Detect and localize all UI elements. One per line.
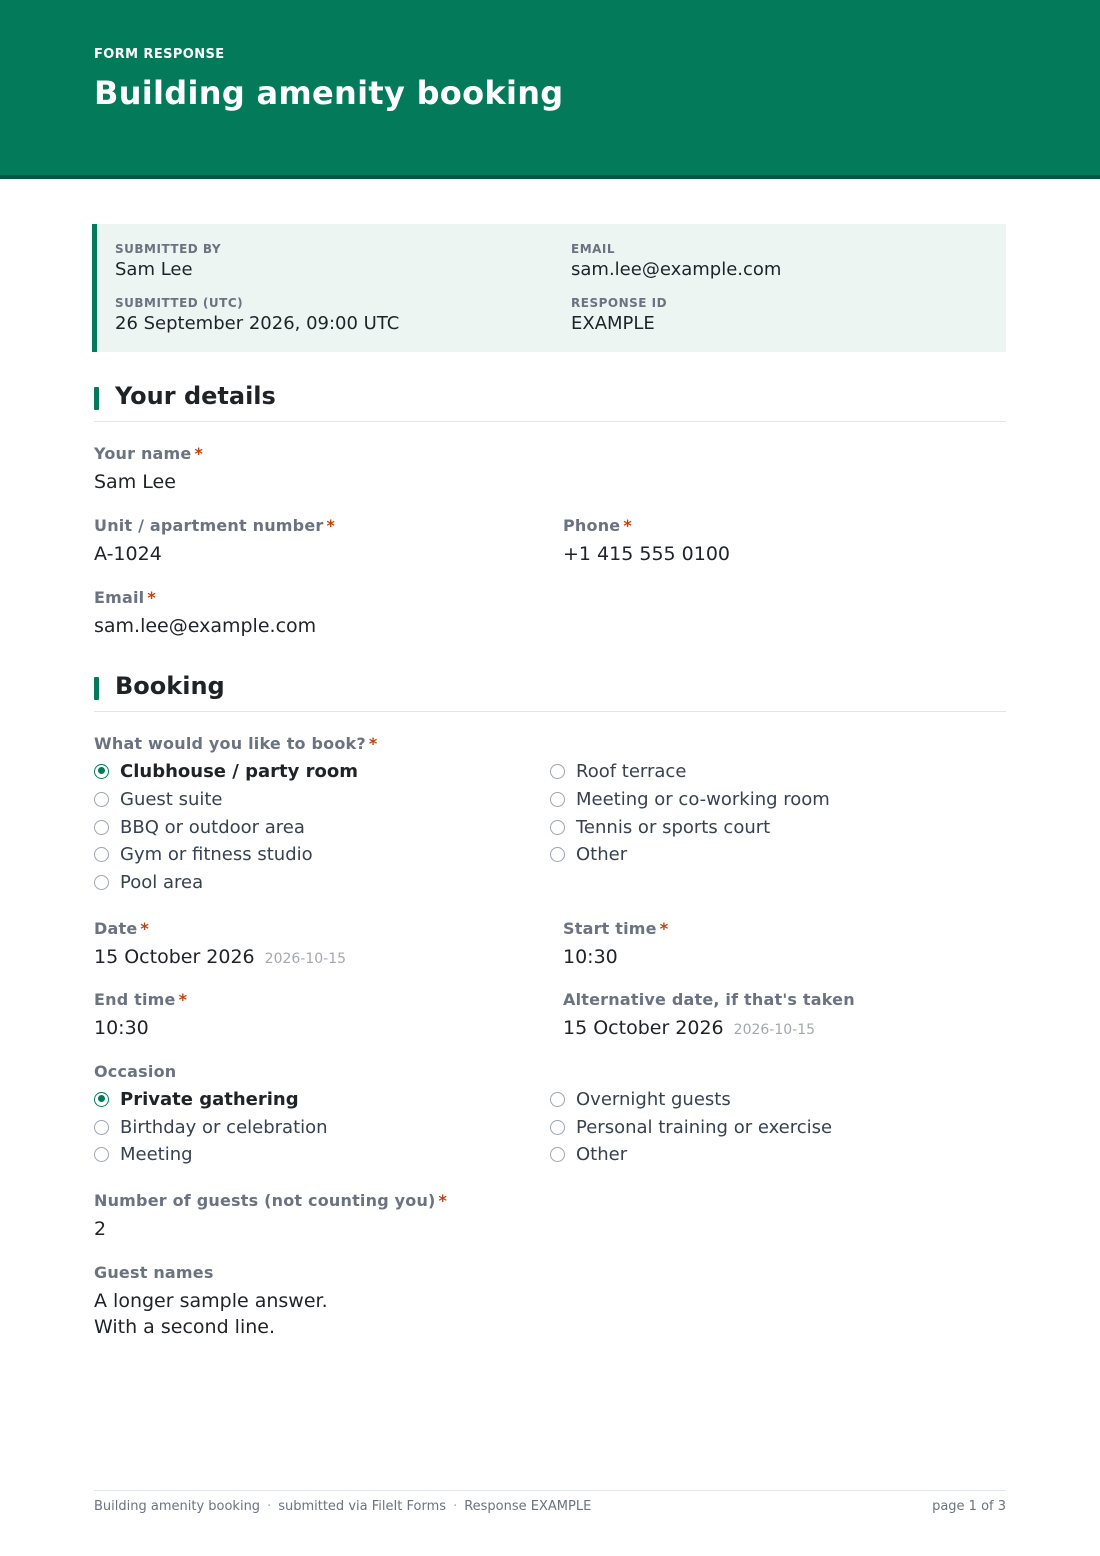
field-label-text: Start time [563, 919, 657, 938]
response-id [571, 296, 667, 334]
alt-date-value: 15 October 2026 [563, 1017, 724, 1039]
footer-separator: · [267, 1499, 272, 1514]
occasion-option-birthday [94, 1115, 328, 1139]
option-label: Tennis or sports court [576, 816, 771, 838]
field-unit [94, 516, 335, 567]
occasion-option-meeting [94, 1142, 193, 1166]
field-label [94, 516, 335, 535]
submission-meta [92, 224, 1006, 352]
amenity-option-other [550, 842, 627, 866]
field-label [94, 1191, 447, 1210]
field-guest-names [94, 1263, 328, 1340]
meta-email-label: EMAIL [571, 242, 616, 256]
submitted-by-value: Sam Lee [115, 259, 193, 280]
required-marker: * [326, 516, 336, 535]
field-end-time [94, 990, 187, 1041]
radio-unselected-icon [94, 1147, 109, 1162]
option-label: Pool area [120, 871, 204, 893]
occasion-option-other [550, 1142, 627, 1166]
amenity-option-tennis [550, 815, 770, 839]
option-label: Private gathering [120, 1088, 299, 1110]
radio-unselected-icon [550, 1120, 565, 1135]
field-value [94, 1288, 328, 1340]
occasion-option-overnight-guests [550, 1087, 731, 1111]
page-footer [94, 1490, 1006, 1514]
field-value: 10:30 [563, 946, 618, 968]
section-accent-bar [94, 387, 99, 410]
date-iso: 2026-10-15 [264, 951, 347, 967]
option-label: Meeting [120, 1143, 193, 1165]
field-value: A-1024 [94, 543, 162, 565]
option-label: Gym or fitness studio [120, 843, 313, 865]
field-label [94, 588, 316, 607]
required-marker: * [147, 588, 156, 607]
field-number-of-guests [94, 1191, 447, 1242]
submitted-utc [115, 296, 399, 334]
guest-names-line-2: With a second line. [94, 1316, 275, 1338]
radio-unselected-icon [94, 875, 109, 890]
section-booking [94, 666, 1006, 712]
field-label-text: Number of guests (not counting you) [94, 1191, 436, 1210]
option-label: Birthday or celebration [120, 1116, 328, 1138]
submitted-utc-label: SUBMITTED (UTC) [115, 296, 244, 310]
section-accent-bar [94, 677, 99, 700]
field-label-text: Unit / apartment number [94, 516, 324, 535]
field-label-text: Occasion [94, 1062, 177, 1081]
amenity-option-gym [94, 842, 313, 866]
response-id-label: RESPONSE ID [571, 296, 668, 310]
field-label-text: Alternative date, if that's taken [563, 990, 855, 1009]
field-label-text: Email [94, 588, 145, 607]
field-value: 2 [94, 1218, 107, 1240]
field-value: 10:30 [94, 1017, 149, 1039]
field-label [563, 919, 668, 938]
field-label [94, 1062, 176, 1081]
meta-email [571, 242, 781, 280]
amenity-option-pool [94, 870, 203, 894]
field-label [563, 516, 730, 535]
alt-date-iso: 2026-10-15 [733, 1022, 816, 1038]
section-title: Your details [115, 382, 276, 410]
radio-unselected-icon [94, 820, 109, 835]
option-label: Roof terrace [576, 760, 687, 782]
field-label-text: End time [94, 990, 176, 1009]
radio-unselected-icon [550, 1092, 565, 1107]
field-value [563, 1015, 855, 1043]
guest-names-line-1: A longer sample answer. [94, 1290, 328, 1312]
radio-selected-icon [94, 1092, 109, 1107]
option-label: Meeting or co-working room [576, 788, 830, 810]
field-alternative-date [563, 990, 855, 1043]
radio-unselected-icon [94, 1120, 109, 1135]
submitted-by-label: SUBMITTED BY [115, 242, 222, 256]
form-header [0, 0, 1100, 179]
radio-unselected-icon [550, 764, 565, 779]
occasion-option-private-gathering [94, 1087, 299, 1111]
submitted-by [115, 242, 221, 280]
option-label: BBQ or outdoor area [120, 816, 305, 838]
field-label-text: Date [94, 919, 138, 938]
radio-unselected-icon [550, 792, 565, 807]
required-marker: * [140, 919, 149, 938]
footer-separator: · [453, 1499, 458, 1514]
option-label: Other [576, 843, 628, 865]
section-your-details [94, 376, 1006, 422]
field-label [94, 734, 377, 753]
amenity-option-guest-suite [94, 787, 223, 811]
field-email [94, 588, 316, 639]
field-your-name [94, 444, 203, 495]
occasion-option-personal-training [550, 1115, 832, 1139]
required-marker: * [438, 1191, 448, 1210]
field-label [94, 990, 187, 1009]
radio-unselected-icon [550, 847, 565, 862]
amenity-option-clubhouse [94, 759, 358, 783]
required-marker: * [368, 734, 378, 753]
amenity-option-roof-terrace [550, 759, 686, 783]
header-kicker: FORM RESPONSE [94, 47, 225, 62]
field-label-text: What would you like to book? [94, 734, 366, 753]
field-phone [563, 516, 730, 567]
required-marker: * [194, 444, 204, 463]
footer-form-name: Building amenity booking [94, 1499, 261, 1514]
field-value: +1 415 555 0100 [563, 543, 731, 565]
field-label [563, 990, 855, 1009]
option-label: Guest suite [120, 788, 223, 810]
amenity-option-meeting-room [550, 787, 830, 811]
date-value: 15 October 2026 [94, 946, 255, 968]
radio-unselected-icon [94, 847, 109, 862]
field-occasion [94, 1062, 176, 1081]
page-title: Building amenity booking [94, 74, 564, 112]
field-label-text: Phone [563, 516, 621, 535]
field-start-time [563, 919, 668, 970]
meta-email-value: sam.lee@example.com [571, 259, 782, 280]
radio-selected-icon [94, 764, 109, 779]
option-label: Personal training or exercise [576, 1116, 833, 1138]
field-value: Sam Lee [94, 471, 176, 493]
field-label [94, 919, 346, 938]
field-label-text: Your name [94, 444, 192, 463]
option-label: Overnight guests [576, 1088, 731, 1110]
field-value: sam.lee@example.com [94, 615, 317, 637]
radio-unselected-icon [550, 820, 565, 835]
field-label [94, 1263, 328, 1282]
required-marker: * [623, 516, 632, 535]
radio-unselected-icon [550, 1147, 565, 1162]
option-label: Clubhouse / party room [120, 760, 358, 782]
required-marker: * [178, 990, 188, 1009]
submitted-utc-value: 26 September 2026, 09:00 UTC [115, 313, 400, 334]
radio-unselected-icon [94, 792, 109, 807]
option-label: Other [576, 1143, 628, 1165]
footer-info [94, 1499, 591, 1514]
amenity-option-bbq [94, 815, 305, 839]
footer-response: Response EXAMPLE [464, 1499, 592, 1514]
section-title: Booking [115, 672, 225, 700]
field-label-text: Guest names [94, 1263, 214, 1282]
page-number: page 1 of 3 [932, 1499, 1006, 1514]
response-id-value: EXAMPLE [571, 313, 655, 334]
field-label [94, 444, 203, 463]
field-date [94, 919, 346, 972]
field-amenity [94, 734, 377, 753]
field-value [94, 944, 346, 972]
footer-via: submitted via FileIt Forms [278, 1499, 447, 1514]
required-marker: * [659, 919, 669, 938]
